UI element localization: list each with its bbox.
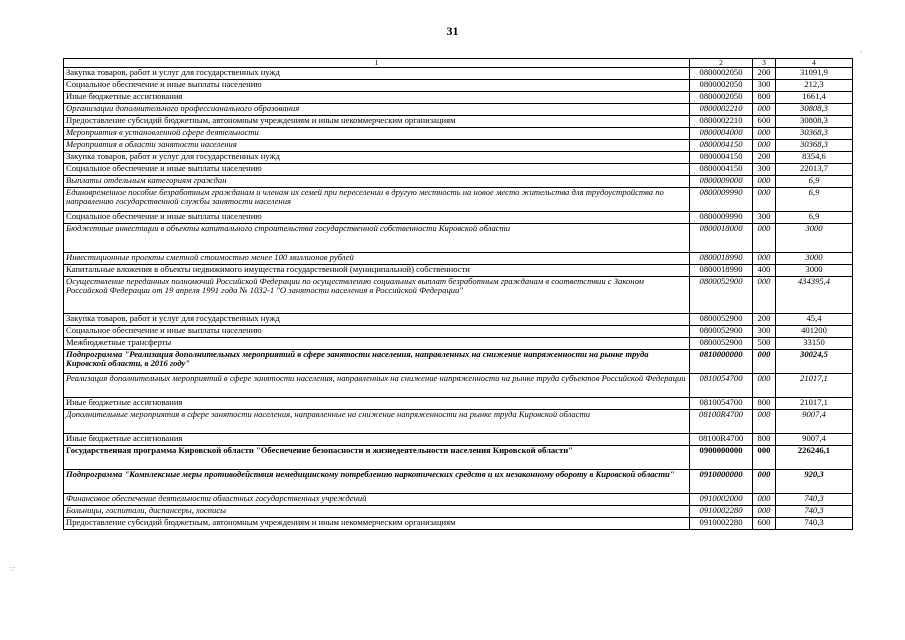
budget-table	[63, 58, 853, 530]
table-row	[64, 434, 853, 446]
row-name: Подпрограмма "Комплексные меры противодействия немедицинскому потреблению наркотических средств и их незаконному обороту в Кировской области"	[64, 470, 690, 494]
row-name: Инвестиционные проекты сметной стоимостью менее 100 миллионов рублей	[64, 253, 690, 265]
row-type: 300	[753, 80, 776, 92]
row-code: 0900000000	[690, 446, 753, 470]
row-amount: 9007,4	[776, 434, 853, 446]
row-name: Предоставление субсидий бюджетным, автономным учреждениям и иным некоммерческим организациям	[64, 116, 690, 128]
table-row	[64, 116, 853, 128]
row-amount: 6,9	[776, 188, 853, 212]
row-name: Организации дополнительного профессионального образования	[64, 104, 690, 116]
row-type: 800	[753, 398, 776, 410]
row-amount: 740,3	[776, 518, 853, 530]
table-row	[64, 326, 853, 338]
row-name: Закупка товаров, работ и услуг для государственных нужд	[64, 68, 690, 80]
row-code: 0800004150	[690, 152, 753, 164]
row-amount: 3000	[776, 224, 853, 253]
header-col-1: 1	[64, 59, 690, 68]
row-amount: 22013,7	[776, 164, 853, 176]
table-row	[64, 176, 853, 188]
row-code: 0800052900	[690, 326, 753, 338]
header-col-3: 3	[753, 59, 776, 68]
row-code: 0800002210	[690, 104, 753, 116]
row-type: 000	[753, 350, 776, 374]
row-amount: 33150	[776, 338, 853, 350]
row-type: 300	[753, 326, 776, 338]
row-amount: 30368,3	[776, 128, 853, 140]
row-name: Закупка товаров, работ и услуг для государственных нужд	[64, 152, 690, 164]
row-amount: 3000	[776, 253, 853, 265]
row-code: 08100R4700	[690, 410, 753, 434]
page-number: 31	[446, 24, 459, 38]
table-row	[64, 224, 853, 253]
header-col-2: 2	[690, 59, 753, 68]
row-code: 0800002050	[690, 92, 753, 104]
table-row	[64, 350, 853, 374]
row-type: 300	[753, 212, 776, 224]
row-name: Финансовое обеспечение деятельности областных государственных учреждений	[64, 494, 690, 506]
row-code: 0910002000	[690, 494, 753, 506]
row-amount: 9007,4	[776, 410, 853, 434]
row-name: Иные бюджетные ассигнования	[64, 92, 690, 104]
row-type: 000	[753, 277, 776, 314]
row-amount: 21017,1	[776, 398, 853, 410]
table-row	[64, 494, 853, 506]
row-type: 600	[753, 116, 776, 128]
corner-mark: -	[860, 47, 863, 56]
row-code: 0800052900	[690, 277, 753, 314]
row-code: 0800018990	[690, 253, 753, 265]
row-name: Иные бюджетные ассигнования	[64, 434, 690, 446]
row-code: 0800009990	[690, 188, 753, 212]
row-type: 000	[753, 104, 776, 116]
row-name: Выплаты отдельным категориям граждан	[64, 176, 690, 188]
row-type: 000	[753, 188, 776, 212]
row-name: Социальное обеспечение и иные выплаты населению	[64, 164, 690, 176]
row-amount: 226246,1	[776, 446, 853, 470]
row-amount: 434395,4	[776, 277, 853, 314]
row-amount: 45,4	[776, 314, 853, 326]
table-row	[64, 104, 853, 116]
row-name: Единовременное пособие безработным гражданам и членам их семей при переселении в другую местность на новое место жительства для трудоустройства по направлению государственной службы занятости населения	[64, 188, 690, 212]
row-name: Социальное обеспечение и иные выплаты населению	[64, 212, 690, 224]
row-amount: 30368,3	[776, 140, 853, 152]
row-type: 800	[753, 92, 776, 104]
table-row	[64, 277, 853, 314]
table-header-row	[64, 59, 853, 68]
table-row	[64, 470, 853, 494]
table-row	[64, 253, 853, 265]
row-amount: 30808,3	[776, 116, 853, 128]
row-type: 000	[753, 410, 776, 434]
row-code: 0800018990	[690, 265, 753, 277]
row-type: 400	[753, 265, 776, 277]
table-row	[64, 188, 853, 212]
row-name: Мероприятия в установленной сфере деятельности	[64, 128, 690, 140]
table-row	[64, 128, 853, 140]
table-row	[64, 518, 853, 530]
table-row	[64, 398, 853, 410]
table-row	[64, 265, 853, 277]
row-type: 000	[753, 140, 776, 152]
row-name: Дополнительные мероприятия в сфере занятости населения, направленные на снижение напряженности на рынке труда Кировской области	[64, 410, 690, 434]
row-name: Межбюджетные трансферты	[64, 338, 690, 350]
table-row	[64, 212, 853, 224]
row-type: 000	[753, 506, 776, 518]
row-amount: 740,3	[776, 494, 853, 506]
row-code: 0800004150	[690, 140, 753, 152]
row-type: 000	[753, 253, 776, 265]
table-row	[64, 506, 853, 518]
row-code: 0800052900	[690, 314, 753, 326]
row-name: Предоставление субсидий бюджетным, автономным учреждениям и иным некоммерческим организациям	[64, 518, 690, 530]
row-code: 0810054700	[690, 374, 753, 398]
row-amount: 8354,6	[776, 152, 853, 164]
row-amount: 30024,5	[776, 350, 853, 374]
row-amount: 30808,3	[776, 104, 853, 116]
row-amount: 31091,9	[776, 68, 853, 80]
table-row	[64, 80, 853, 92]
row-type: 000	[753, 128, 776, 140]
table-row	[64, 446, 853, 470]
row-code: 0800009990	[690, 212, 753, 224]
table-row	[64, 164, 853, 176]
row-name: Больницы, госпитали, диспансеры, хосписы	[64, 506, 690, 518]
row-type: 000	[753, 470, 776, 494]
row-amount: 6,9	[776, 176, 853, 188]
row-amount: 1661,4	[776, 92, 853, 104]
row-code: 08100R4700	[690, 434, 753, 446]
row-type: 000	[753, 224, 776, 253]
row-amount: 920,3	[776, 470, 853, 494]
row-type: 500	[753, 338, 776, 350]
row-type: 800	[753, 434, 776, 446]
row-name: Социальное обеспечение и иные выплаты населению	[64, 326, 690, 338]
row-type: 000	[753, 374, 776, 398]
row-code: 0800018000	[690, 224, 753, 253]
header-col-4: 4	[776, 59, 853, 68]
row-code: 0800004150	[690, 164, 753, 176]
margin-mark: ∵	[10, 565, 16, 574]
row-type: 200	[753, 68, 776, 80]
row-name: Осуществление переданных полномочий Российской Федерации по осуществлению социальных выплат безработным гражданам в соответствии с Законом Российской Федерации от 19 апреля 1991 года № 1032-1 "О занятости населения в Российской Федерации"	[64, 277, 690, 314]
row-code: 0800002210	[690, 116, 753, 128]
row-type: 300	[753, 164, 776, 176]
row-name: Бюджетные инвестиции в объекты капитального строительства государственной собственности Кировской области	[64, 224, 690, 253]
row-type: 200	[753, 152, 776, 164]
row-code: 0800002050	[690, 68, 753, 80]
row-code: 0800002050	[690, 80, 753, 92]
row-amount: 401200	[776, 326, 853, 338]
row-type: 200	[753, 314, 776, 326]
table-row	[64, 92, 853, 104]
row-name: Мероприятия в области занятости населения	[64, 140, 690, 152]
row-code: 0810054700	[690, 398, 753, 410]
row-type: 000	[753, 446, 776, 470]
row-name: Иные бюджетные ассигнования	[64, 398, 690, 410]
row-code: 0810000000	[690, 350, 753, 374]
row-name: Государственная программа Кировской области "Обеспечение безопасности и жизнедеятельности населения Кировской области"	[64, 446, 690, 470]
row-amount: 740,3	[776, 506, 853, 518]
row-name: Реализация дополнительных мероприятий в сфере занятости населения, направленных на снижение напряженности на рынке труда субъектов Российской Федерации	[64, 374, 690, 398]
row-code: 0800052900	[690, 338, 753, 350]
table-row	[64, 152, 853, 164]
budget-table-container	[63, 58, 852, 530]
row-name: Закупка товаров, работ и услуг для государственных нужд	[64, 314, 690, 326]
table-row	[64, 140, 853, 152]
row-code: 0910000000	[690, 470, 753, 494]
row-code: 0800004000	[690, 128, 753, 140]
table-row	[64, 338, 853, 350]
table-row	[64, 314, 853, 326]
row-amount: 212,3	[776, 80, 853, 92]
row-code: 0910002280	[690, 506, 753, 518]
table-row	[64, 374, 853, 398]
row-code: 0910002280	[690, 518, 753, 530]
row-amount: 21017,1	[776, 374, 853, 398]
row-name: Подпрограмма "Реализация дополнительных мероприятий в сфере занятости населения, направленных на снижение напряженности на рынке труда Кировской области, в 2016 году"	[64, 350, 690, 374]
row-amount: 6,9	[776, 212, 853, 224]
row-type: 600	[753, 518, 776, 530]
row-amount: 3000	[776, 265, 853, 277]
row-name: Капитальные вложения в объекты недвижимого имущества государственной (муниципальной) собственности	[64, 265, 690, 277]
row-name: Социальное обеспечение и иные выплаты населению	[64, 80, 690, 92]
table-row	[64, 410, 853, 434]
row-type: 000	[753, 176, 776, 188]
row-code: 0800009000	[690, 176, 753, 188]
table-row	[64, 68, 853, 80]
row-type: 000	[753, 494, 776, 506]
